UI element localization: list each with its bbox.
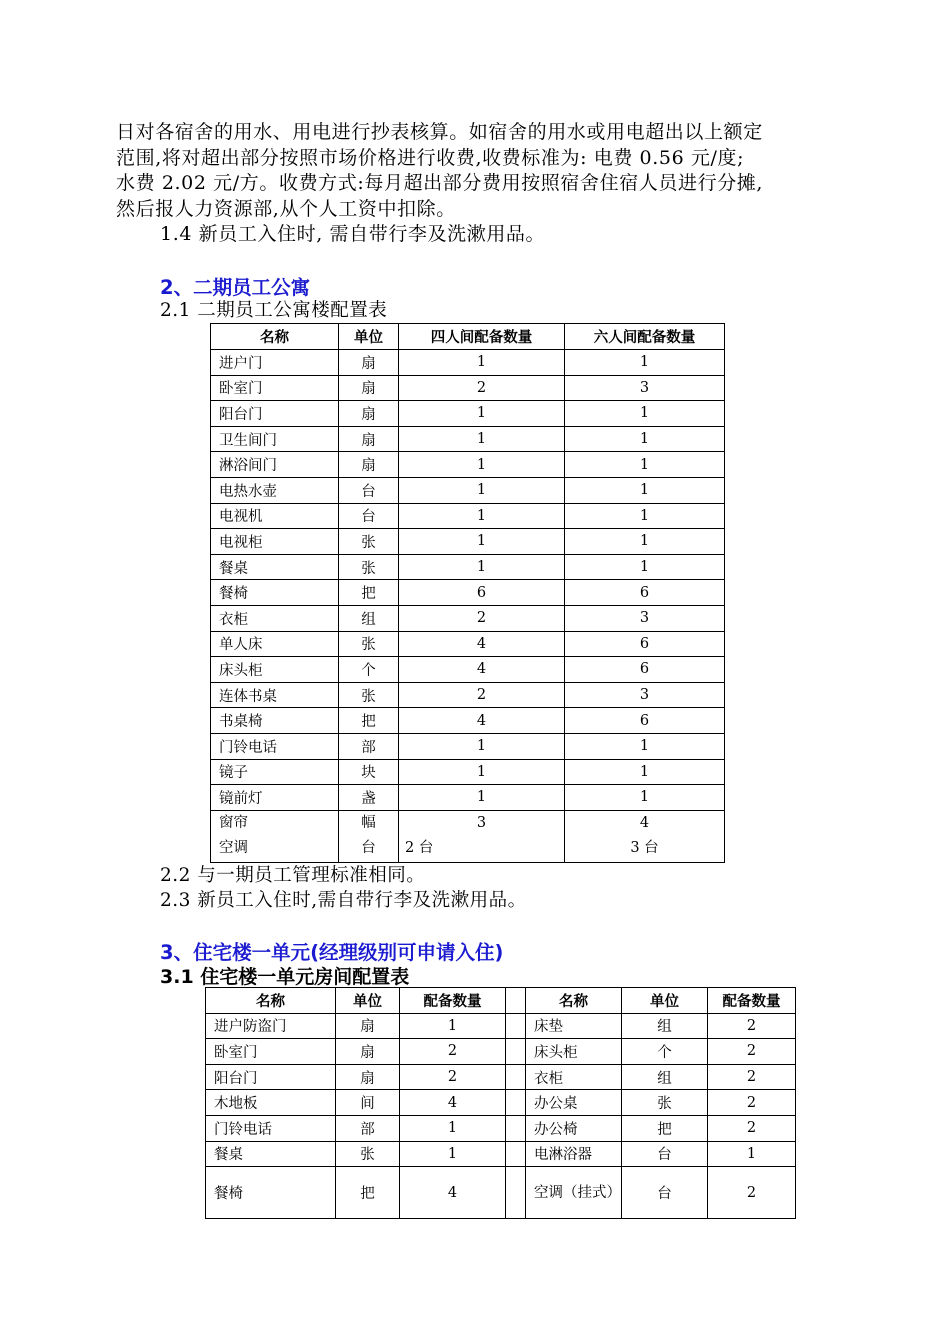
qty-cell: 2: [400, 1064, 506, 1090]
unit-cell: 扇: [339, 375, 399, 401]
item-1-4: 1.4 新员工入住时, 需自带行李及洗漱用品。: [160, 223, 546, 246]
four-person-qty-cell: 1: [399, 401, 565, 427]
table-row: [206, 1039, 796, 1065]
unit-cell: 块: [339, 759, 399, 785]
qty-value: 4: [639, 814, 650, 831]
unit-cell: 盏: [339, 785, 399, 811]
apartment-config-table: [210, 323, 725, 863]
intro-paragraph: [116, 120, 846, 248]
unit-cell: 间: [336, 1090, 400, 1116]
unit-cell: 部: [336, 1115, 400, 1141]
unit-cell: 个: [339, 657, 399, 683]
unit-cell: 把: [339, 708, 399, 734]
unit-cell: 台: [622, 1141, 708, 1167]
table-row: [211, 401, 725, 427]
header-cell: 四人间配备数量: [399, 324, 565, 350]
table-row: [211, 554, 725, 580]
four-person-qty-cell: 1: [399, 350, 565, 376]
unit-cell: 扇: [339, 401, 399, 427]
item-name-cell: 空调（挂式）: [526, 1167, 622, 1219]
four-person-qty-cell: 6: [399, 580, 565, 606]
four-person-qty-cell: 1: [399, 554, 565, 580]
table-row: [211, 605, 725, 631]
six-person-qty-cell: 1: [565, 401, 725, 427]
table-row: [211, 785, 725, 811]
item-name-cell: 淋浴间门: [211, 452, 339, 478]
unit-cell: 扇: [336, 1013, 400, 1039]
qty-cell: 4: [400, 1090, 506, 1116]
unit-cell: 张: [336, 1141, 400, 1167]
six-person-qty-cell: 3: [565, 375, 725, 401]
qty-cell: 2: [708, 1115, 796, 1141]
six-person-qty-cell: 1: [565, 759, 725, 785]
six-person-qty-cell: 6: [565, 708, 725, 734]
unit-cell: 扇: [336, 1064, 400, 1090]
header-cell: 名称: [526, 988, 622, 1014]
unit-cell: 张: [622, 1090, 708, 1116]
six-person-qty-cell: 6: [565, 580, 725, 606]
unit-cell: 组: [622, 1013, 708, 1039]
six-person-qty-cell: 1: [565, 426, 725, 452]
item-name-cell: 连体书桌: [211, 682, 339, 708]
table-2-1-title: 2.1 二期员工公寓楼配置表: [160, 300, 388, 321]
intro-line: 然后报人力资源部,从个人工资中扣除。: [116, 197, 456, 220]
spacer-column: [506, 1090, 526, 1116]
six-person-qty-cell: 1: [565, 529, 725, 555]
item-name-cell: 床头柜: [211, 657, 339, 683]
six-person-qty-cell: 3: [565, 682, 725, 708]
table-row: [206, 1167, 796, 1219]
qty-cell: 2: [708, 1064, 796, 1090]
four-person-qty-cell: 1: [399, 733, 565, 759]
unit-cell: 台: [339, 477, 399, 503]
item-name-cell: 镜子: [211, 759, 339, 785]
four-person-qty-cell: 2: [399, 605, 565, 631]
unit-cell: 张: [339, 529, 399, 555]
header-cell: 单位: [339, 324, 399, 350]
spacer-column: [506, 988, 526, 1014]
section-2-heading: 2、二期员工公寓: [160, 276, 311, 299]
spacer-column: [506, 1039, 526, 1065]
four-person-qty-cell: 1: [399, 477, 565, 503]
spacer-column: [506, 1141, 526, 1167]
item-name-cell: 电热水壶: [211, 477, 339, 503]
table-row: [211, 708, 725, 734]
qty-cell: 4: [400, 1167, 506, 1219]
unit-cell: 扇: [339, 426, 399, 452]
six-person-qty-cell: 1: [565, 350, 725, 376]
qty-cell: 2: [708, 1090, 796, 1116]
unit-cell: 个: [622, 1039, 708, 1065]
table-row: [211, 350, 725, 376]
item-name-cell: 进户防盗门: [206, 1013, 336, 1039]
four-person-qty-cell: 1: [399, 426, 565, 452]
unit-cell: 张: [339, 682, 399, 708]
table-row: [211, 375, 725, 401]
header-cell: 名称: [211, 324, 339, 350]
item-name-cell: 卫生间门: [211, 426, 339, 452]
six-person-qty-cell: 1: [565, 477, 725, 503]
section-3-heading: 3、住宅楼一单元(经理级别可申请入住): [160, 941, 504, 964]
item-name-cell: 镜前灯: [211, 785, 339, 811]
item-name-cell: 衣柜: [526, 1064, 622, 1090]
intro-line: 日对各宿舍的用水、用电进行抄表核算。如宿舍的用水或用电超出以上额定: [116, 121, 763, 143]
unit-cell: 把: [622, 1115, 708, 1141]
table-row: [211, 503, 725, 529]
item-name-cell: 卧室门: [211, 375, 339, 401]
table-header-row: [206, 988, 796, 1014]
item-name: 窗帘: [219, 814, 248, 831]
unit-cell: 台: [339, 503, 399, 529]
header-cell: 配备数量: [708, 988, 796, 1014]
unit-cell: 台: [622, 1167, 708, 1219]
item-name-cell: 餐桌: [211, 554, 339, 580]
header-cell: 六人间配备数量: [565, 324, 725, 350]
four-person-qty-cell: 1: [399, 452, 565, 478]
item-name-cell: 进户门: [211, 350, 339, 376]
table-row: [211, 682, 725, 708]
six-person-qty-cell: 1: [565, 554, 725, 580]
unit-cell: 把: [339, 580, 399, 606]
qty-value: 2 台: [405, 840, 434, 857]
unit-cell: 部: [339, 733, 399, 759]
qty-cell: 1: [400, 1141, 506, 1167]
table-row: [206, 1141, 796, 1167]
six-person-qty-cell: 1: [565, 785, 725, 811]
unit-cell: 张: [339, 554, 399, 580]
table-row: [206, 1115, 796, 1141]
item-name-cell: 餐椅: [206, 1167, 336, 1219]
qty-value: 3: [476, 814, 487, 831]
item-name-cell: 床头柜: [526, 1039, 622, 1065]
table-row: [211, 631, 725, 657]
unit-cell: 扇: [336, 1039, 400, 1065]
unit-cell: 把: [336, 1167, 400, 1219]
header-cell: 单位: [622, 988, 708, 1014]
item-name-cell: 办公桌: [526, 1090, 622, 1116]
item-2-2: 2.2 与一期员工管理标准相同。: [160, 865, 426, 886]
four-person-qty-cell: 4: [399, 708, 565, 734]
table-row: [211, 580, 725, 606]
four-person-qty-cell: 4: [399, 657, 565, 683]
six-person-qty-cell: 1: [565, 733, 725, 759]
table-row: [206, 1090, 796, 1116]
intro-line: 水费 2.02 元/方。收费方式:每月超出部分费用按照宿舍住宿人员进行分摊,: [116, 172, 764, 195]
table-row: [211, 657, 725, 683]
qty-cell: 2: [708, 1039, 796, 1065]
item-name-cell: 床垫: [526, 1013, 622, 1039]
four-person-qty-cell: 1: [399, 503, 565, 529]
unit-cell: [339, 810, 399, 862]
qty-cell: 1: [708, 1141, 796, 1167]
spacer-column: [506, 1013, 526, 1039]
item-name-cell: 门铃电话: [211, 733, 339, 759]
spacer-column: [506, 1064, 526, 1090]
four-person-qty-cell: 2: [399, 682, 565, 708]
six-person-qty-cell: 1: [565, 452, 725, 478]
residence-config-table: [205, 987, 796, 1219]
table-row-merged: [211, 810, 725, 862]
spacer-column: [506, 1167, 526, 1219]
table-row: [211, 759, 725, 785]
unit-cell: 组: [339, 605, 399, 631]
unit-value: 幅: [361, 814, 376, 831]
intro-line: 范围,将对超出部分按照市场价格进行收费,收费标准为: 电费 0.56 元/度;: [116, 146, 745, 169]
table-row: [206, 1064, 796, 1090]
table-header-row: [211, 324, 725, 350]
six-person-qty-cell: 1: [565, 503, 725, 529]
table-row: [211, 529, 725, 555]
four-person-qty-cell: 4: [399, 631, 565, 657]
four-person-qty-cell: [399, 810, 565, 862]
six-person-qty-cell: [565, 810, 725, 862]
qty-value: 3 台: [630, 840, 659, 857]
four-person-qty-cell: 2: [399, 375, 565, 401]
item-name-cell: 电视柜: [211, 529, 339, 555]
header-cell: 单位: [336, 988, 400, 1014]
spacer-column: [506, 1115, 526, 1141]
item-name-cell: 阳台门: [211, 401, 339, 427]
qty-cell: 2: [708, 1013, 796, 1039]
six-person-qty-cell: 6: [565, 657, 725, 683]
qty-cell: 2: [400, 1039, 506, 1065]
item-name-cell: 门铃电话: [206, 1115, 336, 1141]
item-name-cell: 阳台门: [206, 1064, 336, 1090]
qty-cell: 2: [708, 1167, 796, 1219]
four-person-qty-cell: 1: [399, 785, 565, 811]
item-name: 空调: [219, 840, 248, 857]
item-name-cell: 电视机: [211, 503, 339, 529]
table-row: [211, 477, 725, 503]
item-name-cell: 办公椅: [526, 1115, 622, 1141]
unit-cell: 扇: [339, 350, 399, 376]
item-name-cell: 衣柜: [211, 605, 339, 631]
unit-cell: 扇: [339, 452, 399, 478]
four-person-qty-cell: 1: [399, 529, 565, 555]
table-3-1-title: 3.1 住宅楼一单元房间配置表: [160, 966, 410, 988]
six-person-qty-cell: 6: [565, 631, 725, 657]
item-name-cell: 餐桌: [206, 1141, 336, 1167]
item-name-cell: 卧室门: [206, 1039, 336, 1065]
item-name-cell: 电淋浴器: [526, 1141, 622, 1167]
item-2-3: 2.3 新员工入住时,需自带行李及洗漱用品。: [160, 890, 527, 911]
six-person-qty-cell: 3: [565, 605, 725, 631]
qty-cell: 1: [400, 1115, 506, 1141]
table-row: [211, 452, 725, 478]
header-cell: 名称: [206, 988, 336, 1014]
table-row: [211, 426, 725, 452]
four-person-qty-cell: 1: [399, 759, 565, 785]
table-row: [206, 1013, 796, 1039]
table-row: [211, 733, 725, 759]
unit-value: 台: [361, 840, 376, 857]
item-name-cell: 书桌椅: [211, 708, 339, 734]
item-name-cell: 餐椅: [211, 580, 339, 606]
item-name-cell: 木地板: [206, 1090, 336, 1116]
item-name-cell: [211, 810, 339, 862]
qty-cell: 1: [400, 1013, 506, 1039]
item-name-cell: 单人床: [211, 631, 339, 657]
unit-cell: 张: [339, 631, 399, 657]
header-cell: 配备数量: [400, 988, 506, 1014]
unit-cell: 组: [622, 1064, 708, 1090]
